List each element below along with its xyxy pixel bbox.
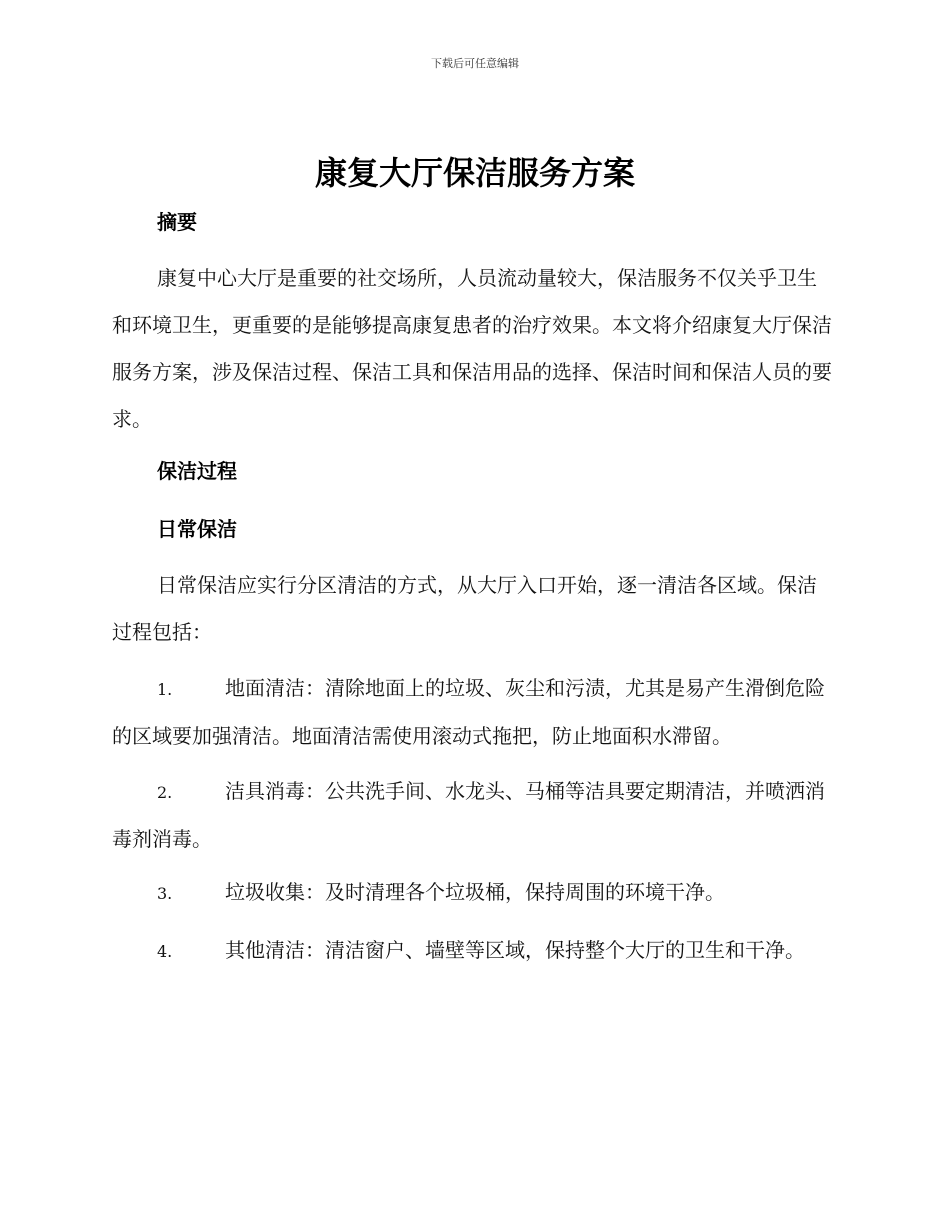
list-item-text: 洁具消毒：公共洗手间、水龙头、马桶等洁具要定期清洁，并喷洒消毒剂消毒。	[112, 779, 825, 851]
list-item	[112, 927, 834, 975]
list-item-number: 3.	[157, 884, 173, 903]
list-item-number: 1.	[157, 680, 173, 699]
abstract-heading: 摘要	[157, 210, 197, 234]
list-item	[112, 768, 834, 863]
daily-cleaning-heading: 日常保洁	[157, 517, 237, 541]
list-item-text: 其他清洁：清洁窗户、墙壁等区域，保持整个大厅的卫生和干净。	[225, 938, 805, 962]
daily-cleaning-paragraph: 日常保洁应实行分区清洁的方式，从大厅入口开始，逐一清洁各区域。保洁过程包括：	[112, 573, 817, 644]
process-heading: 保洁过程	[157, 459, 237, 483]
list-item-number: 4.	[157, 942, 173, 961]
list-item	[112, 869, 834, 917]
list-item-text: 地面清洁：清除地面上的垃圾、灰尘和污渍，尤其是易产生滑倒危险的区域要加强清洁。地面清洁需使用滚动式拖把，防止地面积水滞留。	[112, 676, 825, 748]
header-note: 下载后可任意编辑	[431, 57, 519, 70]
list-item-text: 垃圾收集：及时清理各个垃圾桶，保持周围的环境干净。	[225, 880, 725, 904]
list-item-number: 2.	[157, 783, 173, 802]
abstract-paragraph: 康复中心大厅是重要的社交场所，人员流动量较大，保洁服务不仅关乎卫生和环境卫生，更重要的是能够提高康复患者的治疗效果。本文将介绍康复大厅保洁服务方案，涉及保洁过程、保洁工具和保洁用品的选择、保洁时间和保洁人员的要求。	[112, 266, 832, 431]
list-item	[112, 665, 834, 760]
document-title: 康复大厅保洁服务方案	[314, 154, 635, 192]
